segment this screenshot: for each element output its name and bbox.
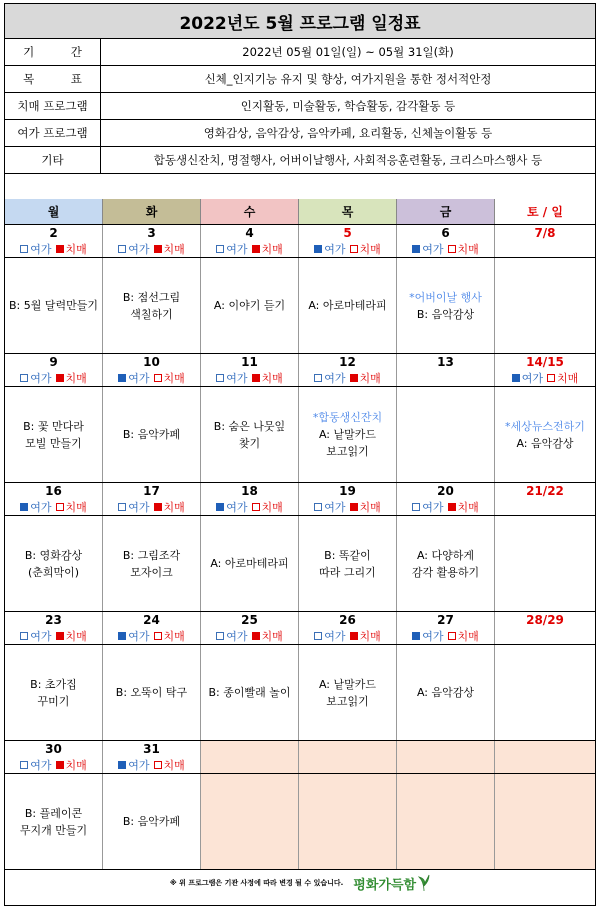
- leisure-tag-label: 여가: [521, 371, 543, 385]
- program-tag: [201, 369, 299, 386]
- program-tag: [299, 498, 397, 515]
- week-row: [5, 225, 595, 354]
- dementia-tag-label: 치매: [359, 629, 381, 643]
- leisure-tag-label: 여가: [128, 758, 150, 772]
- day-number: 31: [103, 741, 201, 756]
- checked-box-icon: [56, 761, 64, 769]
- program-tag: [103, 498, 201, 515]
- unchecked-box-icon: [154, 632, 162, 640]
- unchecked-box-icon: [314, 632, 322, 640]
- activity-cell: [5, 516, 103, 611]
- checked-box-icon: [412, 632, 420, 640]
- event-note: *합동생신잔치: [312, 411, 383, 424]
- dementia-tag-label: 치매: [65, 371, 87, 385]
- dementia-tag-label: 치매: [261, 371, 283, 385]
- activity-cell: [397, 645, 495, 740]
- unchecked-box-icon: [20, 374, 28, 382]
- dementia-tag-label: 치매: [163, 371, 185, 385]
- checked-box-icon: [118, 632, 126, 640]
- week-row: [5, 612, 595, 741]
- checked-box-icon: [216, 503, 224, 511]
- info-row: [5, 147, 595, 174]
- dementia-tag-label: 치매: [261, 500, 283, 514]
- activity-cell: [103, 645, 201, 740]
- activity-cell: [103, 516, 201, 611]
- dementia-tag-label: 치매: [557, 371, 579, 385]
- blank-row: [5, 174, 595, 200]
- activity-cell: [299, 774, 397, 869]
- calendar-grid: [5, 199, 595, 870]
- dementia-tag-label: 치매: [359, 500, 381, 514]
- day-number: 7/8: [534, 225, 556, 240]
- activity-cell: [103, 258, 201, 353]
- leisure-tag-label: 여가: [128, 500, 150, 514]
- leisure-tag-label: 여가: [128, 242, 150, 256]
- activity-cell: [299, 645, 397, 740]
- weeks: [5, 225, 595, 870]
- activity-line: 모빌 만들기: [25, 436, 82, 450]
- day-number: 3: [103, 225, 201, 240]
- activity-line: 보고읽기: [326, 445, 369, 458]
- unchecked-box-icon: [314, 503, 322, 511]
- day-number: 5: [299, 225, 397, 240]
- activity-line: B: 숨은 나뭇잎: [213, 419, 286, 433]
- activity-line: B: 오뚝이 탁구: [115, 686, 188, 699]
- activity-line: A: 아로마테라피: [308, 299, 387, 312]
- activity-cell: [201, 387, 299, 482]
- info-value: 인지활동, 미술활동, 학습활동, 감각활동 등: [240, 99, 456, 113]
- activity-line: 색칠하기: [130, 307, 173, 321]
- day-number: 14/15: [526, 354, 564, 369]
- weekday-header: 화: [103, 199, 201, 224]
- leaf-icon: [418, 874, 430, 892]
- activity-line: B: 음악감상: [416, 307, 475, 321]
- dementia-tag-label: 치매: [163, 242, 185, 256]
- program-tag: [495, 369, 595, 386]
- unchecked-box-icon: [350, 245, 358, 253]
- day-number: 9: [5, 354, 103, 369]
- unchecked-box-icon: [547, 374, 555, 382]
- info-value: 신체_인지기능 유지 및 향상, 여가지원을 통한 정서적안정: [204, 72, 492, 86]
- activity-cell: [5, 258, 103, 353]
- checked-box-icon: [56, 632, 64, 640]
- dementia-tag-label: 치매: [65, 758, 87, 772]
- dementia-tag-label: 치매: [457, 242, 479, 256]
- week-row: [5, 741, 595, 870]
- info-value: 영화감상, 음악감상, 음악카페, 요리활동, 신체놀이활동 등: [203, 126, 493, 140]
- unchecked-box-icon: [448, 632, 456, 640]
- day-number: 18: [201, 483, 299, 498]
- event-note: *세상뉴스전하기: [505, 419, 585, 433]
- dementia-tag-label: 치매: [65, 242, 87, 256]
- program-tag: [495, 627, 595, 644]
- dementia-tag-label: 치매: [65, 629, 87, 643]
- week-row: [5, 483, 595, 612]
- activity-line: A: 다양하게: [416, 548, 475, 562]
- org-logo: [353, 874, 430, 893]
- activity-line: (춘희막이): [27, 565, 80, 579]
- leisure-tag-label: 여가: [226, 242, 248, 256]
- activity-cell: [397, 258, 495, 353]
- leisure-tag-label: 여가: [324, 500, 346, 514]
- day-number: 2: [5, 225, 103, 240]
- checked-box-icon: [154, 245, 162, 253]
- dementia-tag-label: 치매: [359, 371, 381, 385]
- checked-box-icon: [118, 374, 126, 382]
- dementia-tag-label: 치매: [65, 500, 87, 514]
- dementia-tag-label: 치매: [163, 629, 185, 643]
- unchecked-box-icon: [56, 503, 64, 511]
- program-tag: [103, 627, 201, 644]
- activity-cell: [397, 774, 495, 869]
- unchecked-box-icon: [154, 374, 162, 382]
- day-number: 24: [103, 612, 201, 627]
- info-row: [5, 93, 595, 120]
- unchecked-box-icon: [20, 632, 28, 640]
- weekday-header: 목: [299, 199, 397, 224]
- day-number: 25: [201, 612, 299, 627]
- org-logo-text: 평화가득함: [353, 877, 417, 893]
- activity-cell: [495, 258, 595, 353]
- checked-box-icon: [56, 245, 64, 253]
- info-value: 합동생신잔치, 명절행사, 어버이날행사, 사회적응훈련활동, 크리스마스행사 등: [153, 153, 543, 167]
- leisure-tag-label: 여가: [324, 242, 346, 256]
- page-title: 2022년도 5월 프로그램 일정표: [5, 4, 595, 39]
- program-tag: [397, 756, 495, 773]
- activity-line: A: 음악감상: [416, 686, 475, 699]
- checked-box-icon: [252, 374, 260, 382]
- unchecked-box-icon: [154, 761, 162, 769]
- unchecked-box-icon: [118, 245, 126, 253]
- checked-box-icon: [314, 245, 322, 253]
- program-tag: [397, 240, 495, 257]
- dementia-tag-label: 치매: [261, 629, 283, 643]
- event-note: *어버이날 행사: [409, 290, 482, 304]
- weekday-header: 토 / 일: [495, 199, 595, 224]
- activity-cell: [495, 387, 595, 482]
- leisure-tag-label: 여가: [226, 500, 248, 514]
- activity-line: 모자이크: [130, 565, 173, 579]
- unchecked-box-icon: [20, 245, 28, 253]
- weekday-header: 수: [201, 199, 299, 224]
- dementia-tag-label: 치매: [457, 629, 479, 643]
- activity-cell: [201, 774, 299, 869]
- activity-line: 무지개 만들기: [19, 823, 88, 837]
- leisure-tag-label: 여가: [30, 242, 52, 256]
- program-tag: [397, 498, 495, 515]
- weekday-header-row: [5, 199, 595, 225]
- checked-box-icon: [56, 374, 64, 382]
- info-value: 2022년 05월 01일(일) ~ 05월 31일(화): [242, 45, 454, 59]
- unchecked-box-icon: [216, 632, 224, 640]
- day-number: 20: [397, 483, 495, 498]
- day-number: 10: [103, 354, 201, 369]
- activity-line: 따라 그리기: [319, 565, 376, 579]
- activity-cell: [201, 258, 299, 353]
- checked-box-icon: [252, 632, 260, 640]
- day-number: 4: [201, 225, 299, 240]
- unchecked-box-icon: [252, 503, 260, 511]
- info-label: 치매 프로그램: [5, 93, 101, 119]
- activity-line: B: 음악카페: [122, 428, 181, 441]
- day-number: [495, 741, 595, 756]
- dementia-tag-label: 치매: [457, 500, 479, 514]
- program-tag: [5, 756, 103, 773]
- activity-line: B: 종이빨래 놀이: [208, 686, 291, 699]
- activity-line: B: 초가집: [30, 677, 77, 691]
- activity-line: A: 아로마테라피: [210, 557, 289, 570]
- leisure-tag-label: 여가: [226, 371, 248, 385]
- checked-box-icon: [252, 245, 260, 253]
- leisure-tag-label: 여가: [422, 500, 444, 514]
- day-number: 27: [397, 612, 495, 627]
- checked-box-icon: [412, 245, 420, 253]
- activity-line: 감각 활용하기: [411, 565, 480, 579]
- leisure-tag-label: 여가: [30, 500, 52, 514]
- program-tag: [201, 756, 299, 773]
- activity-line: B: 플레이콘: [24, 806, 83, 820]
- activity-cell: [495, 645, 595, 740]
- activity-cell: [201, 645, 299, 740]
- dementia-tag-label: 치매: [359, 242, 381, 256]
- checked-box-icon: [350, 632, 358, 640]
- info-label: 기타: [5, 147, 101, 173]
- program-tag: [103, 369, 201, 386]
- day-number: 12: [299, 354, 397, 369]
- week-row: [5, 354, 595, 483]
- checked-box-icon: [118, 761, 126, 769]
- leisure-tag-label: 여가: [422, 242, 444, 256]
- program-tag: [397, 369, 495, 386]
- program-tag: [201, 498, 299, 515]
- activity-cell: [103, 387, 201, 482]
- activity-cell: [299, 387, 397, 482]
- checked-box-icon: [448, 503, 456, 511]
- day-number: 28/29: [526, 612, 564, 627]
- day-number: 23: [5, 612, 103, 627]
- activity-line: B: 음악카페: [122, 815, 181, 828]
- activity-line: A: 낱말카드: [318, 428, 377, 441]
- weekday-header: 금: [397, 199, 495, 224]
- program-tag: [103, 240, 201, 257]
- activity-cell: [495, 774, 595, 869]
- day-number: 19: [299, 483, 397, 498]
- info-row: [5, 120, 595, 147]
- leisure-tag-label: 여가: [324, 371, 346, 385]
- program-tag: [5, 369, 103, 386]
- activity-line: 꾸미기: [37, 694, 70, 708]
- info-row: [5, 39, 595, 66]
- day-number: 30: [5, 741, 103, 756]
- program-tag: [299, 240, 397, 257]
- dementia-tag-label: 치매: [163, 500, 185, 514]
- day-number: 13: [397, 354, 495, 369]
- day-number: 16: [5, 483, 103, 498]
- activity-cell: [397, 516, 495, 611]
- day-number: 17: [103, 483, 201, 498]
- activity-line: B: 똑같이: [324, 548, 371, 562]
- activity-line: 보고읽기: [326, 694, 369, 708]
- program-tag: [495, 240, 595, 257]
- program-tag: [5, 627, 103, 644]
- weekday-header: 월: [5, 199, 103, 224]
- program-tag: [495, 756, 595, 773]
- activity-line: B: 영화감상: [24, 548, 83, 562]
- dementia-tag-label: 치매: [163, 758, 185, 772]
- unchecked-box-icon: [216, 374, 224, 382]
- day-number: [201, 741, 299, 756]
- activity-line: B: 점선그림: [122, 290, 181, 304]
- unchecked-box-icon: [314, 374, 322, 382]
- leisure-tag-label: 여가: [226, 629, 248, 643]
- activity-cell: [299, 516, 397, 611]
- day-number: [397, 741, 495, 756]
- leisure-tag-label: 여가: [30, 629, 52, 643]
- activity-line: 찾기: [238, 436, 261, 450]
- checked-box-icon: [350, 374, 358, 382]
- info-row: [5, 66, 595, 93]
- unchecked-box-icon: [412, 503, 420, 511]
- leisure-tag-label: 여가: [128, 371, 150, 385]
- program-tag: [201, 240, 299, 257]
- leisure-tag-label: 여가: [324, 629, 346, 643]
- program-tag: [299, 756, 397, 773]
- program-tag: [397, 627, 495, 644]
- program-tag: [299, 369, 397, 386]
- day-number: 21/22: [526, 483, 564, 498]
- schedule-sheet: [4, 3, 596, 906]
- info-label: 기 간: [5, 39, 101, 65]
- dementia-tag-label: 치매: [261, 242, 283, 256]
- info-label: 여가 프로그램: [5, 120, 101, 146]
- activity-line: B: 꽃 만다라: [23, 419, 84, 433]
- program-tag: [5, 240, 103, 257]
- day-number: [299, 741, 397, 756]
- program-tag: [201, 627, 299, 644]
- activity-cell: [201, 516, 299, 611]
- footer-notice: ※ 위 프로그램은 기관 사정에 따라 변경 될 수 있습니다.: [169, 879, 344, 887]
- leisure-tag-label: 여가: [30, 758, 52, 772]
- footer: [5, 861, 595, 905]
- leisure-tag-label: 여가: [30, 371, 52, 385]
- activity-cell: [103, 774, 201, 869]
- info-label: 목 표: [5, 66, 101, 92]
- leisure-tag-label: 여가: [128, 629, 150, 643]
- activity-cell: [299, 258, 397, 353]
- activity-cell: [495, 516, 595, 611]
- activity-cell: [5, 387, 103, 482]
- activity-line: A: 낱말카드: [318, 677, 377, 691]
- activity-cell: [5, 774, 103, 869]
- program-tag: [299, 627, 397, 644]
- day-number: 6: [397, 225, 495, 240]
- program-tag: [5, 498, 103, 515]
- day-number: 11: [201, 354, 299, 369]
- activity-cell: [5, 645, 103, 740]
- unchecked-box-icon: [216, 245, 224, 253]
- unchecked-box-icon: [118, 503, 126, 511]
- checked-box-icon: [350, 503, 358, 511]
- activity-line: B: 그림조각: [122, 548, 181, 562]
- day-number: 26: [299, 612, 397, 627]
- activity-line: A: 음악감상: [516, 436, 574, 450]
- activity-cell: [397, 387, 495, 482]
- checked-box-icon: [154, 503, 162, 511]
- activity-line: A: 이야기 듣기: [213, 299, 286, 312]
- unchecked-box-icon: [20, 761, 28, 769]
- program-tag: [103, 756, 201, 773]
- checked-box-icon: [512, 374, 520, 382]
- leisure-tag-label: 여가: [422, 629, 444, 643]
- unchecked-box-icon: [448, 245, 456, 253]
- program-tag: [495, 498, 595, 515]
- activity-line: B: 5월 달력만들기: [9, 299, 98, 312]
- checked-box-icon: [20, 503, 28, 511]
